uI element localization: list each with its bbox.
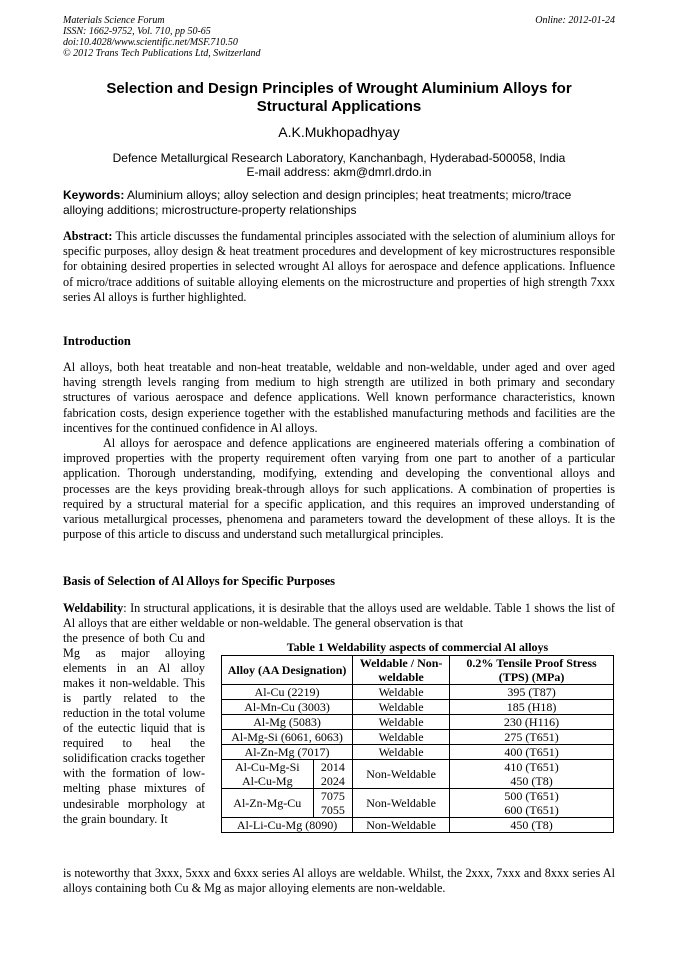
basis-heading: Basis of Selection of Al Alloys for Specific Purposes <box>63 574 335 588</box>
header-alloy: Alloy (AA Designation) <box>222 656 353 685</box>
abstract-text: This article discusses the fundamental principles associated with the selection of aluminium alloys for specific purposes, alloy design & heat treatment procedures and development of key microstructures responsible for obtaining desired properties in selected wrought Al alloys for aerospace and defence applications. Influence of micro/trace additions of suitable alloying elements on the microstructure and properties of high strength 7xxx series Al alloys is further highlighted. <box>63 229 615 304</box>
title-line-2: Structural Applications <box>256 98 422 115</box>
tps-a: 410 (T651) <box>504 760 559 774</box>
email: E-mail address: akm@dmrl.drdo.in <box>246 165 432 179</box>
cell-weld: Non-Weldable <box>353 789 450 818</box>
designation-b: 2024 <box>320 774 345 788</box>
journal-name: Materials Science Forum <box>63 15 165 26</box>
table-row <box>222 685 614 700</box>
cell-alloy: Al-Mg (5083) <box>222 715 353 730</box>
title-line-1: Selection and Design Principles of Wrought Aluminium Alloys for <box>106 80 572 97</box>
cell-designation-group-2 <box>313 789 353 818</box>
affiliation-block <box>63 151 615 179</box>
cell-alloy: Al-Li-Cu-Mg (8090) <box>222 818 353 833</box>
table-row <box>222 700 614 715</box>
weldability-text: : In structural applications, it is desirable that the alloys used are weldable. Table 1 shows the list of Al alloys that are either weldable or non-weldable. The general observation is that <box>63 601 615 631</box>
weldability-label: Weldability <box>63 601 124 615</box>
cell-tps: 230 (H116) <box>450 715 614 730</box>
cell-weld: Weldable <box>353 730 450 745</box>
designation-a: 7075 <box>320 789 345 803</box>
tps-b: 450 (T8) <box>510 774 553 788</box>
table-row-group-1 <box>222 760 614 789</box>
table-header-row <box>222 656 614 685</box>
copyright: © 2012 Trans Tech Publications Ltd, Switzerland <box>63 48 261 59</box>
cell-tps: 275 (T651) <box>450 730 614 745</box>
alloy-b: Al-Cu-Mg <box>241 774 293 788</box>
affiliation: Defence Metallurgical Research Laboratory, Kanchanbagh, Hyderabad-500058, India <box>112 151 566 165</box>
keywords-text: Aluminium alloys; alloy selection and design principles; heat treatments; micro/trace alloying additions; microstructure-property relationships <box>63 188 572 217</box>
cell-tps-group-2 <box>450 789 614 818</box>
cell-weld: Weldable <box>353 700 450 715</box>
doi: doi:10.4028/www.scientific.net/MSF.710.50 <box>63 37 238 48</box>
table-row <box>222 715 614 730</box>
designation-a: 2014 <box>320 760 345 774</box>
intro-heading: Introduction <box>63 334 131 348</box>
cell-alloy: Al-Zn-Mg-Cu <box>222 789 314 818</box>
cell-weld: Weldable <box>353 715 450 730</box>
table-1 <box>221 640 614 833</box>
table-caption: Table 1 Weldability aspects of commercial Al alloys <box>286 640 549 654</box>
header-tps: 0.2% Tensile Proof Stress (TPS) (MPa) <box>450 656 614 685</box>
cell-alloy: Al-Zn-Mg (7017) <box>222 745 353 760</box>
issn: ISSN: 1662-9752, Vol. 710, pp 50-65 <box>63 26 211 37</box>
intro-para-1: Al alloys, both heat treatable and non-heat treatable, weldable and non-weldable, under aged and over aged having strength levels ranging from medium to high strength are utilized in both primary and secondary structures of various aerospace and defence applications. Well known performance characteristics, known fabrication costs, design experience together with the established manufacturing methods and facilities are the incentives for the continued confidence in Al alloys. <box>63 360 615 435</box>
weldability-para <box>63 601 615 631</box>
cell-weld: Non-Weldable <box>353 760 450 789</box>
cell-weld: Weldable <box>353 745 450 760</box>
table-row-group-2 <box>222 789 614 818</box>
cell-tps: 185 (H18) <box>450 700 614 715</box>
keywords <box>63 188 615 218</box>
cell-tps: 400 (T651) <box>450 745 614 760</box>
intro-para-2: Al alloys for aerospace and defence applications are engineered materials offering a combination of improved properties with the property requirement often varying from one part to another of a particular application. Thorough understanding, modifying, extending and developing the conventional alloys and processes are the keys providing break-through alloys for such applications. A combination of properties is required by a structural material for a specific application, and this requires an improved understanding of various metallurgical processes, phenomena and parameters toward the development of these alloys. It is the purpose of this article to discuss and understand such metallurgical principles. <box>63 436 615 542</box>
cell-alloy-group-1 <box>222 760 314 789</box>
cell-tps: 395 (T87) <box>450 685 614 700</box>
wrapped-text: the presence of both Cu and Mg as major alloying elements in an Al alloy makes it non-weldable. This is partly related to the reduction in the total volume of the eutectic liquid that is required to heal the solidification cracks together with the formation of low-melting phase mixtures of undesirable morphology at the grain boundary. It <box>63 631 205 826</box>
after-table-para: is noteworthy that 3xxx, 5xxx and 6xxx series Al alloys are weldable. Whilst, the 2xxx, 7xxx and 8xxx series Al alloys containing both Cu & Mg as major alloying elements are non-weldable. <box>63 866 615 896</box>
cell-alloy: Al-Cu (2219) <box>222 685 353 700</box>
alloy-a: Al-Cu-Mg-Si <box>234 760 300 774</box>
author: A.K.Mukhopadhyay <box>278 124 400 140</box>
cell-designation-group-1 <box>313 760 353 789</box>
abstract <box>63 229 615 305</box>
paper-title <box>63 80 615 116</box>
cell-weld: Non-Weldable <box>353 818 450 833</box>
weldability-table <box>221 655 614 833</box>
tps-a: 500 (T651) <box>504 789 559 803</box>
cell-weld: Weldable <box>353 685 450 700</box>
table-row <box>222 730 614 745</box>
abstract-label: Abstract: <box>63 229 113 243</box>
cell-tps-group-1 <box>450 760 614 789</box>
keywords-label: Keywords: <box>63 188 125 202</box>
journal-header <box>63 15 261 59</box>
table-row <box>222 818 614 833</box>
cell-alloy: Al-Mn-Cu (3003) <box>222 700 353 715</box>
cell-tps: 450 (T8) <box>450 818 614 833</box>
online-date: Online: 2012-01-24 <box>535 15 615 26</box>
header-weldable: Weldable / Non-weldable <box>353 656 450 685</box>
tps-b: 600 (T651) <box>504 803 559 817</box>
table-row <box>222 745 614 760</box>
cell-alloy: Al-Mg-Si (6061, 6063) <box>222 730 353 745</box>
designation-b: 7055 <box>320 803 345 817</box>
